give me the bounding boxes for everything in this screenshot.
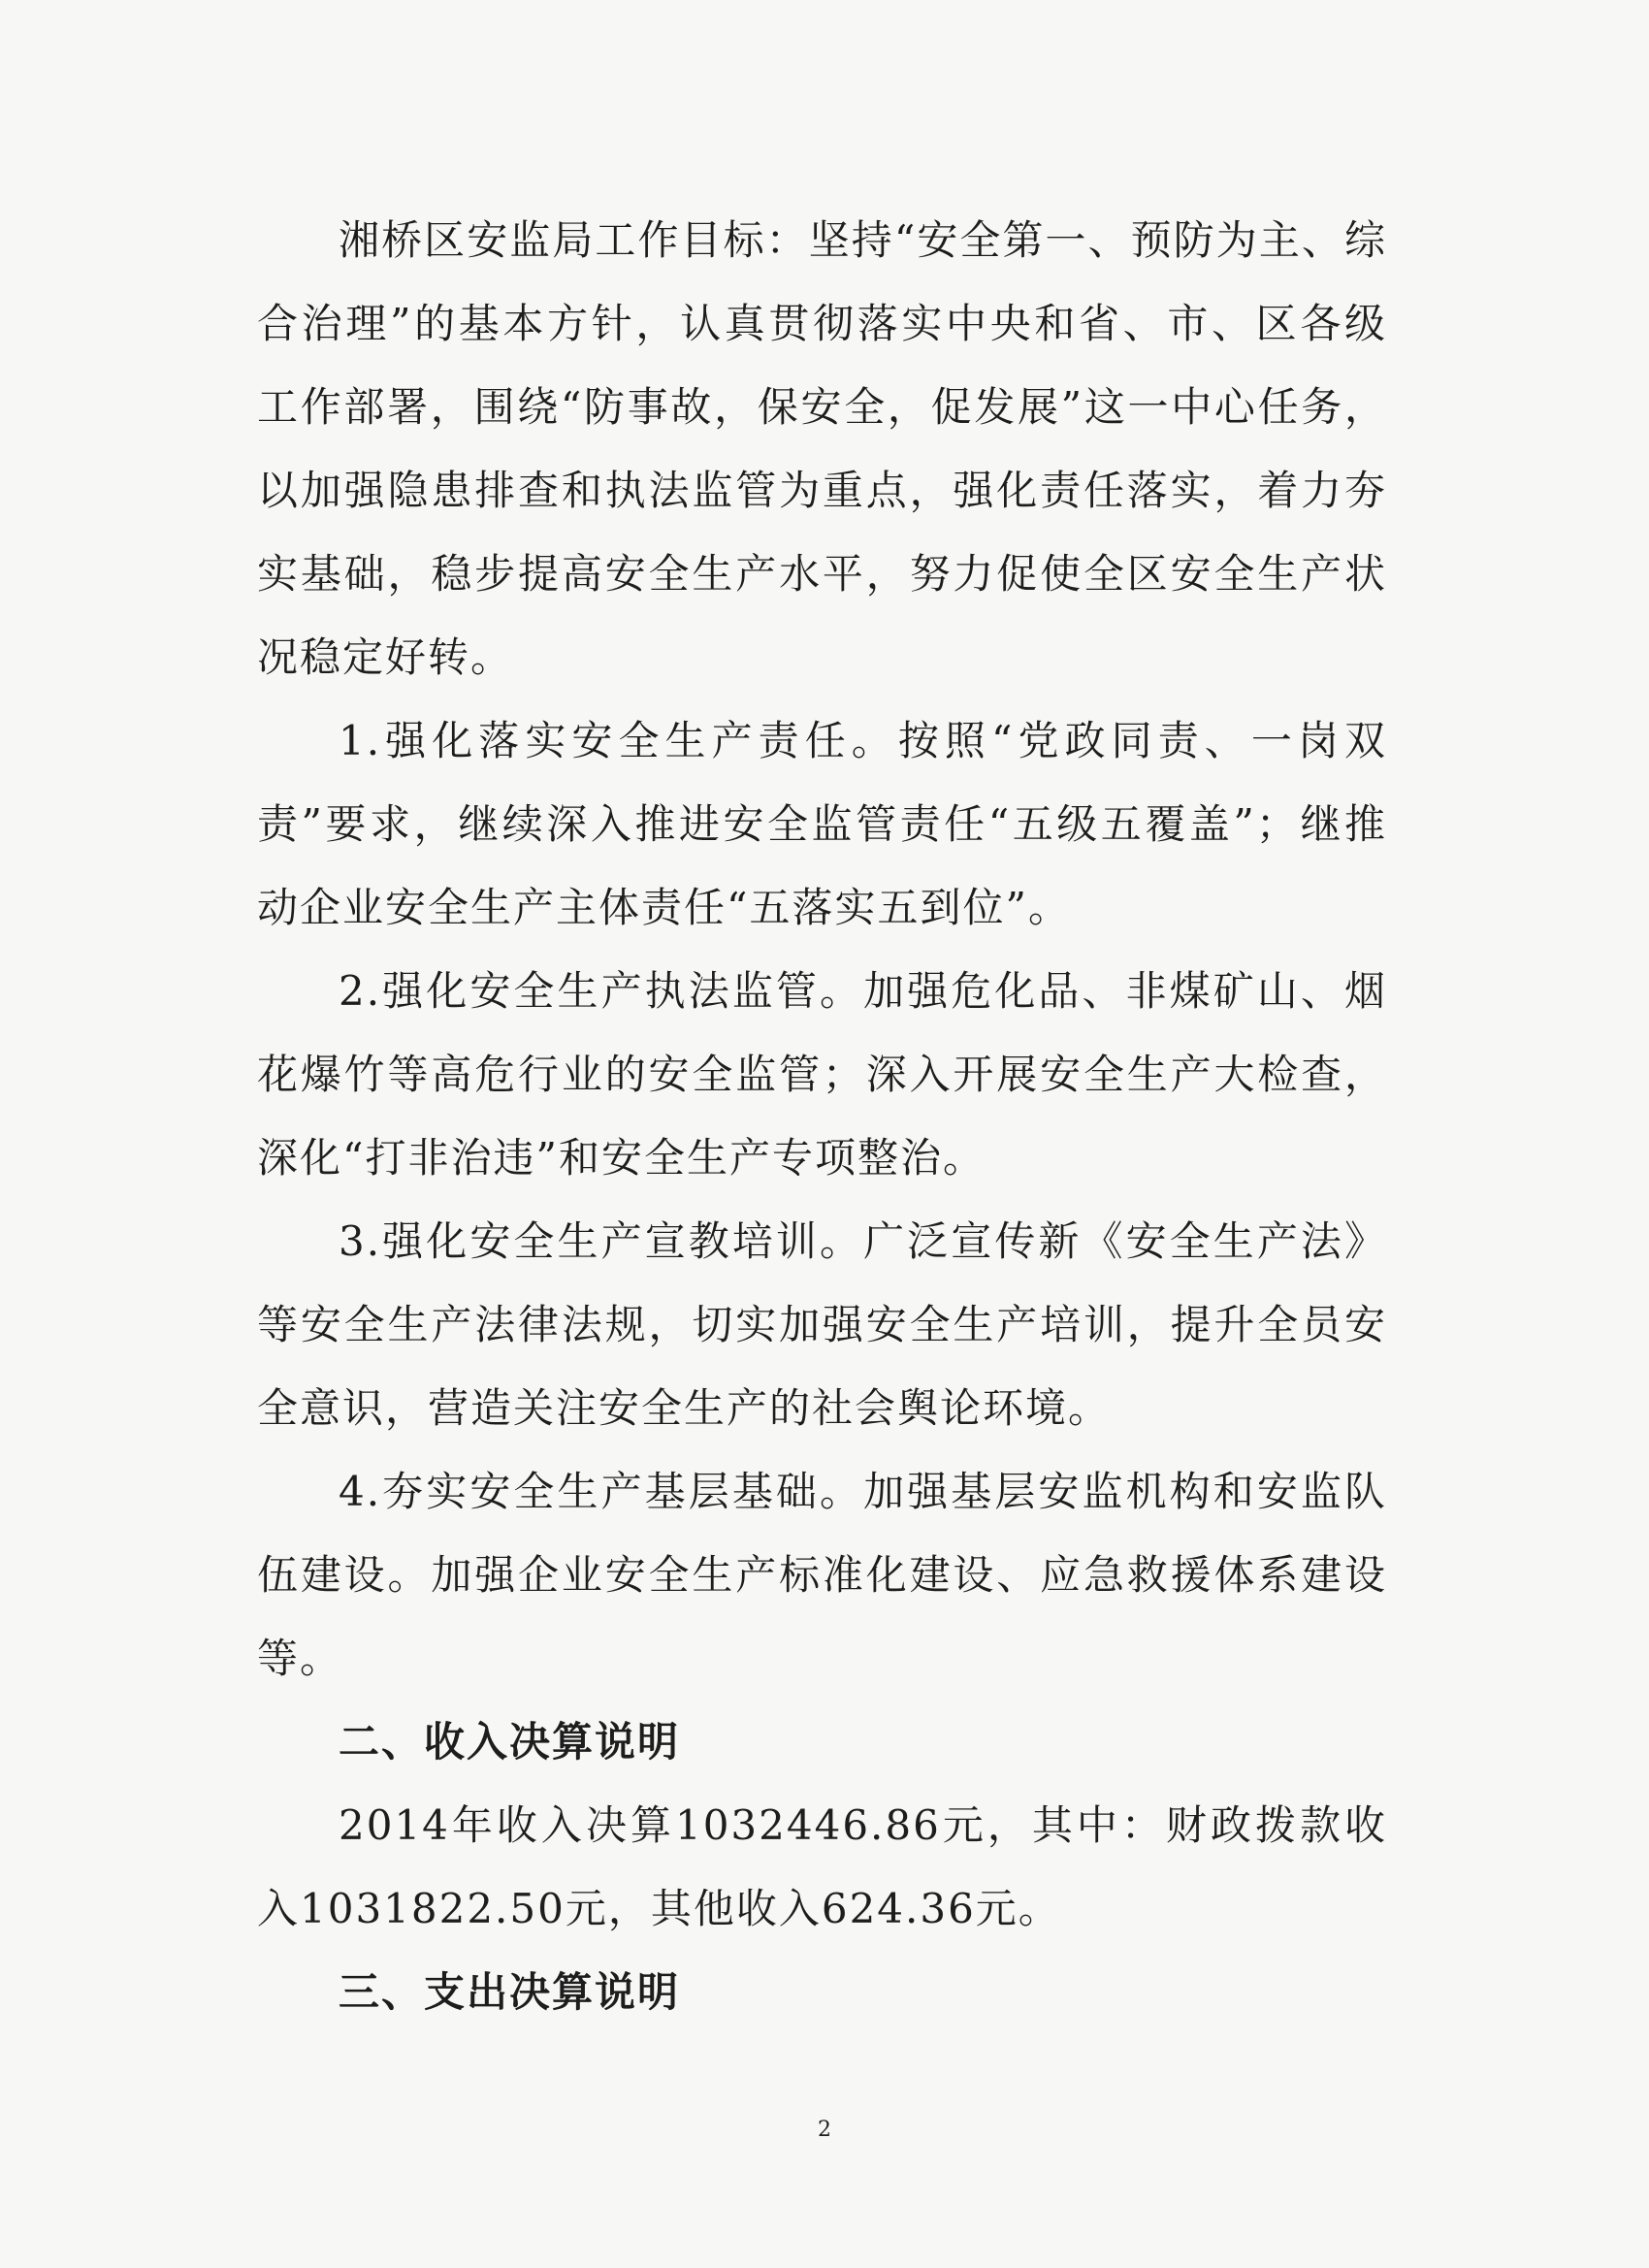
body-text (257, 199, 1387, 2034)
page-number: 2 (818, 2118, 831, 2142)
goal-item-1: 1.强化落实安全生产责任。按照“党政同责、一岗双责”要求，继续深入推进安全监管责任“五级五覆盖”；继推动企业安全生产主体责任“五落实五到位”。 (257, 717, 1387, 931)
goal-item-4: 4.夯实安全生产基层基础。加强基层安监机构和安监队伍建设。加强企业安全生产标准化建设、应急救援体系建设等。 (257, 1468, 1387, 1682)
income-section-heading: 二、收入决算说明 (339, 1718, 681, 1766)
goal-item-2: 2.强化安全生产执法监管。加强危化品、非煤矿山、烟花爆竹等高危行业的安全监管；深入开展安全生产大检查，深化“打非治违”和安全生产专项整治。 (257, 967, 1387, 1182)
goal-item-3: 3.强化安全生产宣教培训。广泛宣传新《安全生产法》等安全生产法律法规，切实加强安全生产培训，提升全员安全意识，营造关注安全生产的社会舆论环境。 (257, 1217, 1387, 1432)
work-goal-paragraph: 湘桥区安监局工作目标：坚持“安全第一、预防为主、综合治理”的基本方针，认真贯彻落实中央和省、市、区各级工作部署，围绕“防事故，保安全，促发展”这一中心任务，以加强隐患排查和执法监管为重点，强化责任落实，着力夯实基础，稳步提高安全生产水平，努力促使全区安全生产状况稳定好转。 (257, 216, 1387, 681)
income-section-text: 2014年收入决算1032446.86元，其中：财政拨款收入1031822.50元，其他收入624.36元。 (257, 1801, 1387, 1932)
expense-section-heading: 三、支出决算说明 (339, 1968, 681, 2016)
